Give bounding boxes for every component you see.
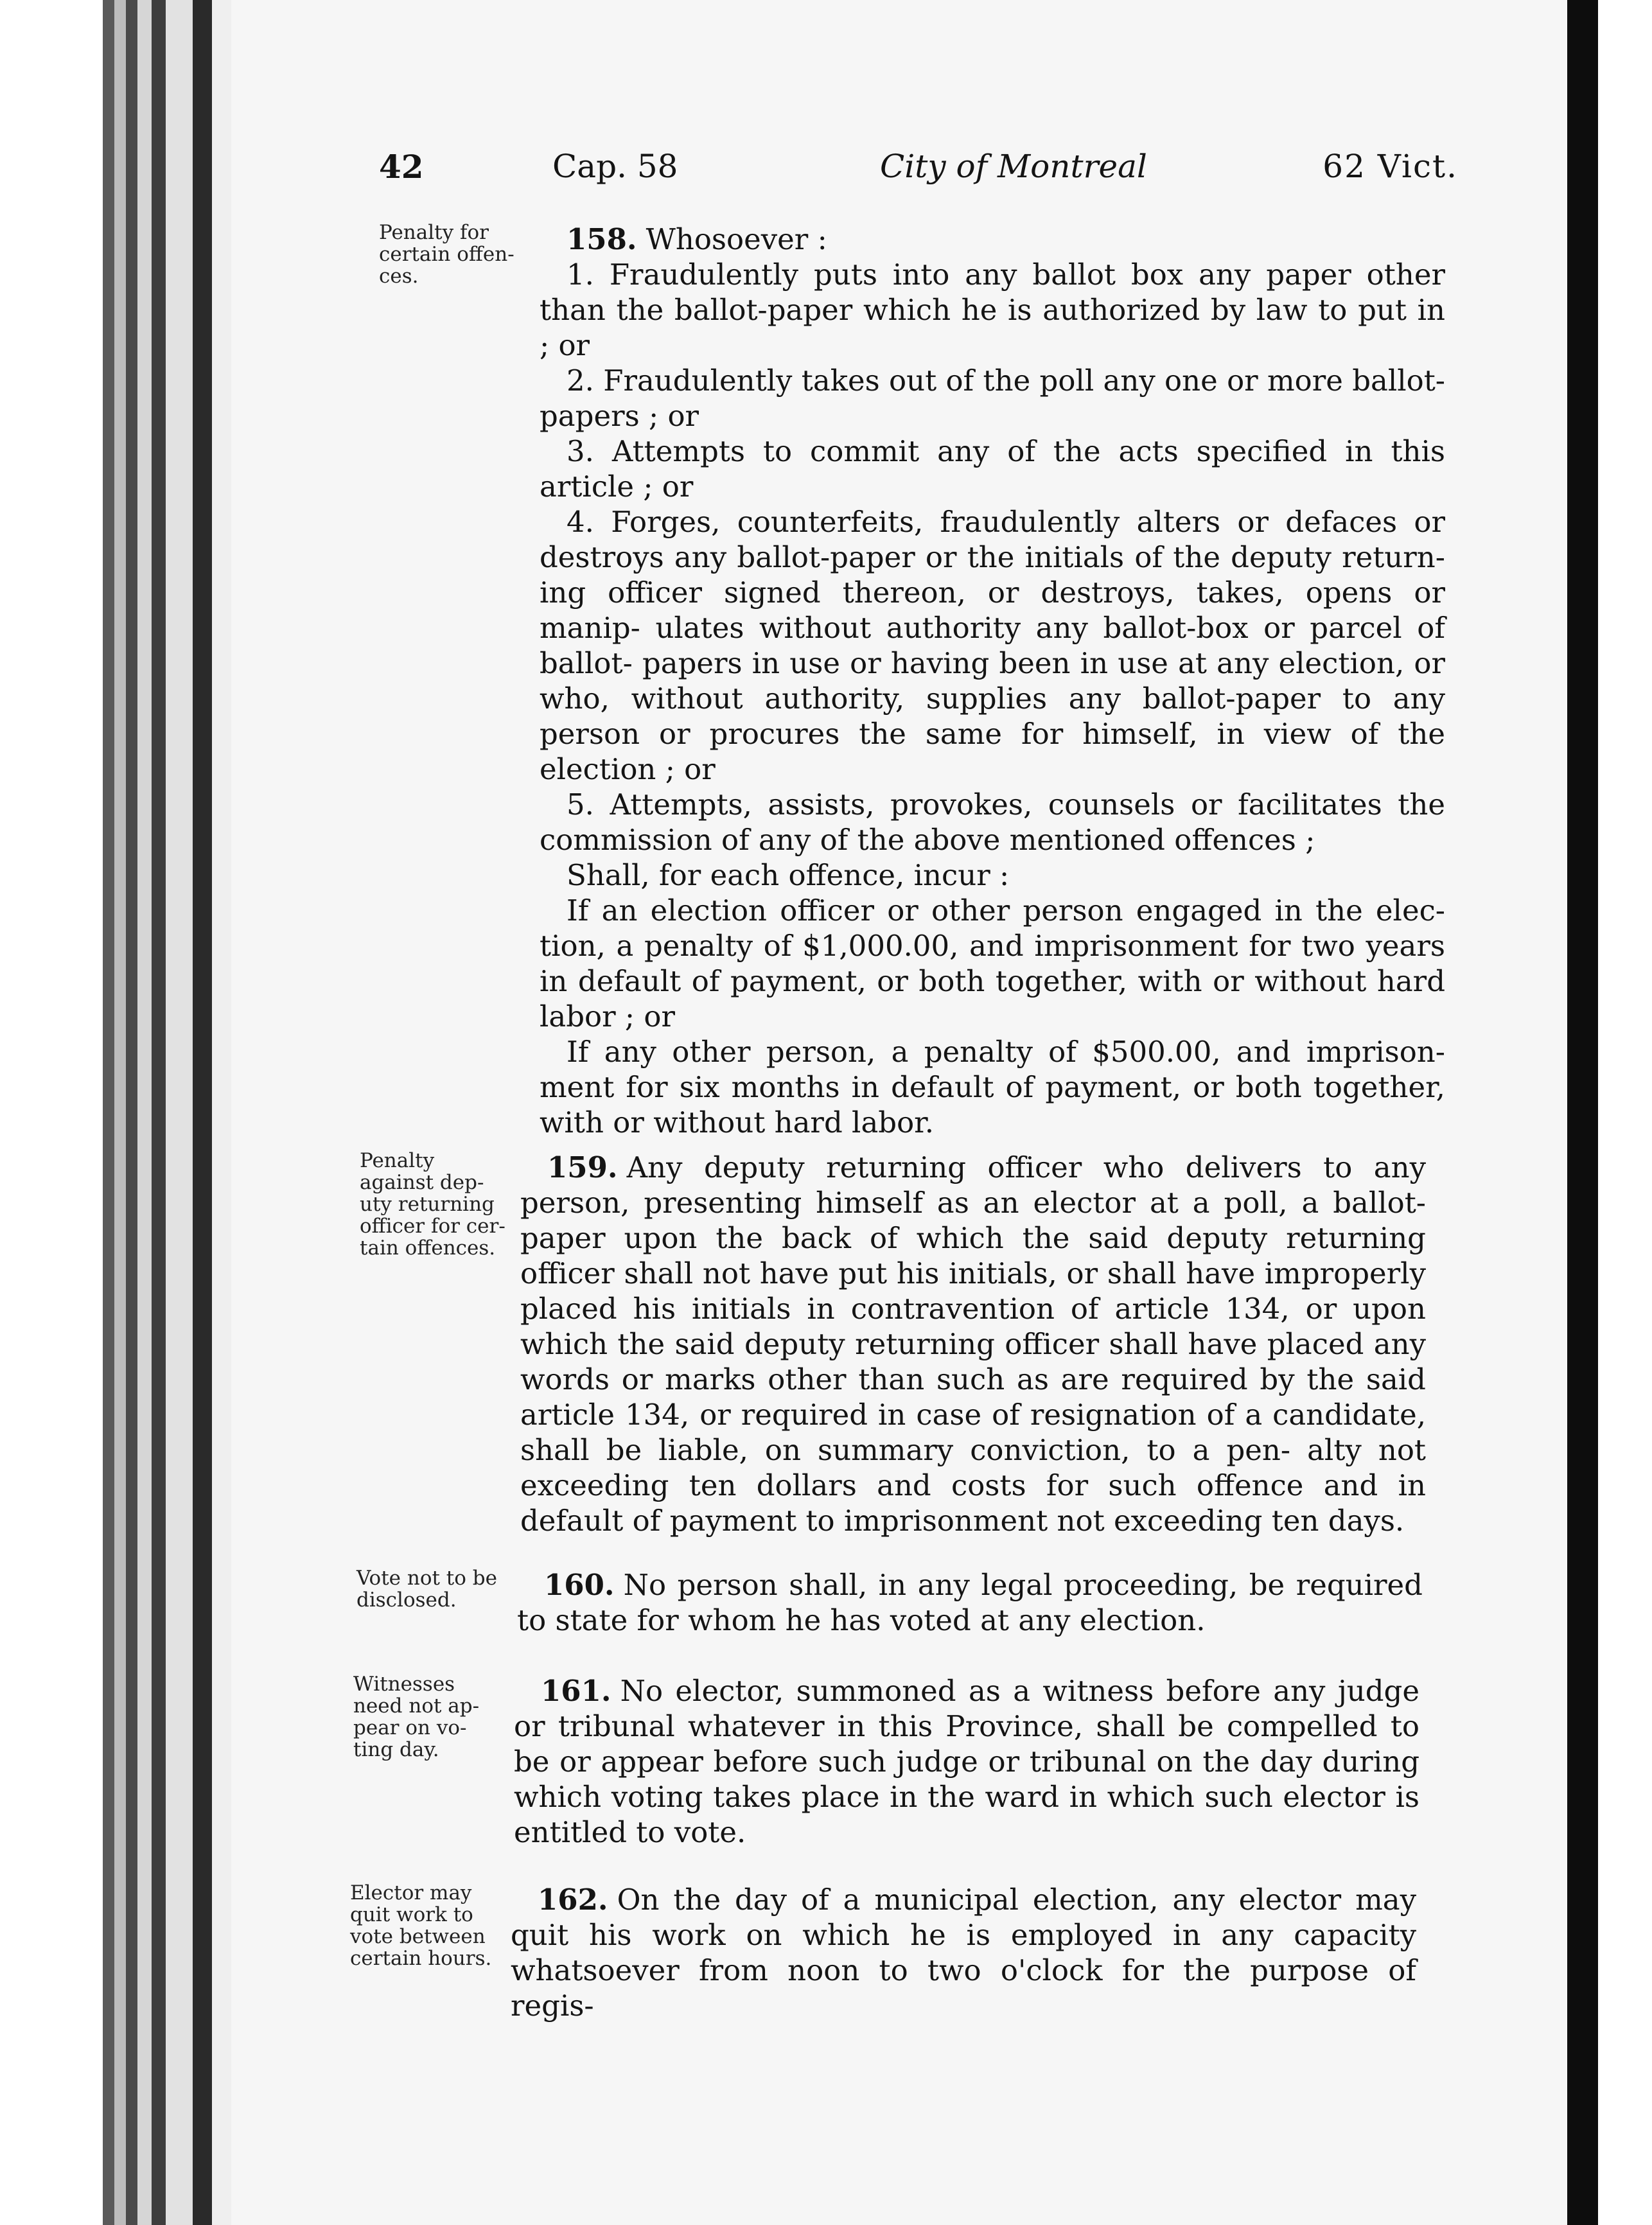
section-text: On the day of a municipal election, any elector may quit his work on which he is employed in any capacity whatsoever from noon to two o'clock for the purpose of regis- — [511, 1883, 1416, 2023]
running-header — [379, 148, 1458, 199]
section-text: No person shall, in any legal proceeding, be required to state for whom he has voted at any election. — [517, 1568, 1423, 1637]
chapter-label: Cap. 58 — [552, 148, 678, 185]
paragraph — [511, 1882, 1416, 2023]
paragraph: 5. Attempts, assists, provokes, counsels or facilitates the commission of any of the above mentioned offences ; — [540, 787, 1445, 857]
adjacent-page-edge — [1561, 0, 1652, 2225]
margin-note: Vote not to be disclosed. — [356, 1567, 497, 1612]
paragraph: If an election officer or other person engaged in the elec- tion, a penalty of $1,000.00, and imprisonment for two years in default of payment, or both together, with or without hard labor ; or — [540, 893, 1445, 1033]
section-body — [540, 222, 1445, 1140]
paragraph: Shall, for each offence, incur : — [567, 858, 1010, 892]
section-number: 161. — [541, 1674, 611, 1708]
paragraph: 2. Fraudulently takes out of the poll any one or more ballot-papers ; or — [540, 364, 1445, 433]
section-body — [511, 1882, 1416, 2023]
page-number: 42 — [379, 148, 424, 186]
paragraph: If any other person, a penalty of $500.00, and imprison- ment for six months in default of payment, or both together, with or without hard labor. — [540, 1035, 1445, 1139]
book-binding-edge — [0, 0, 231, 2225]
paragraph — [520, 1150, 1426, 1538]
section-body — [517, 1567, 1423, 1638]
paragraph — [517, 1567, 1423, 1638]
section-number: 159. — [547, 1150, 618, 1184]
paragraph: 4. Forges, counterfeits, fraudulently alters or defaces or destroys any ballot-paper or the initials of the deputy return- ing officer signed thereon, or destroys, takes, opens or manip- ulates without authority any ballot-box or parcel of ballot- papers in use or having been in use at any election, or who, without authority, supplies any ballot-paper to any person or procures the same for himself, in view of the election ; or — [540, 505, 1445, 786]
section-text: Any deputy returning officer who delivers to any person, presenting himself as an elector at a poll, a ballot- paper upon the back of which the said deputy returning officer shall not have put his initials, or shall have improperly placed his initials in contravention of article 134, or upon which the said deputy returning officer shall have placed any words or marks other than such as are required by the said article 134, or required in case of resignation of a candidate, shall be liable, on summary conviction, to a pen- alty not exceeding ten dollars and costs for such offence and in default of payment to imprisonment not exceeding ten days. — [520, 1150, 1426, 1538]
margin-note: Penalty for certain offen- ces. — [379, 221, 514, 288]
section-lead — [540, 222, 1445, 257]
section-number: 162. — [538, 1883, 608, 1917]
paragraph: 1. Fraudulently puts into any ballot box any paper other than the ballot-paper which he is authorized by law to put in ; or — [540, 258, 1445, 362]
running-title: City of Montreal — [880, 148, 1147, 185]
section-number: 158. — [567, 222, 637, 256]
margin-note: Penalty against dep- uty returning officer for cer- tain offences. — [360, 1149, 505, 1260]
paragraph — [514, 1673, 1419, 1850]
margin-note: Elector may quit work to vote between certain hours. — [350, 1881, 492, 1970]
section-lead-text: Whosoever : — [646, 222, 827, 256]
regnal-year: 62 Vict. — [1322, 148, 1458, 185]
section-body — [514, 1673, 1419, 1850]
section-text: No elector, summoned as a witness before any judge or tribunal whatever in this Province, shall be compelled to be or appear before such judge or tribunal on the day during which voting takes place in the ward in which such elector is entitled to vote. — [514, 1674, 1419, 1849]
margin-note: Witnesses need not ap- pear on vo- ting day. — [353, 1673, 480, 1761]
section-body — [520, 1150, 1426, 1538]
paragraph: 3. Attempts to commit any of the acts specified in this article ; or — [540, 434, 1445, 504]
section-number: 160. — [544, 1568, 615, 1602]
